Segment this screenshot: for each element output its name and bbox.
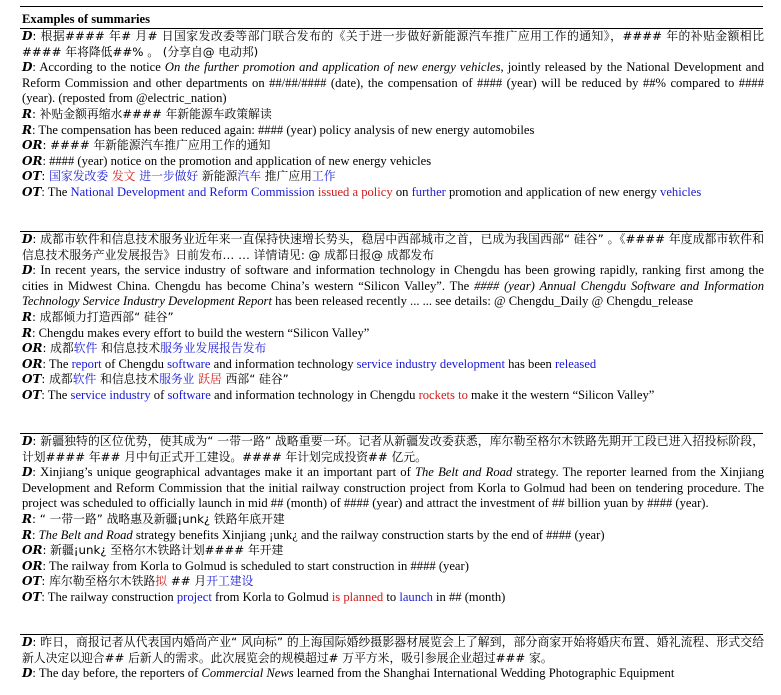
source-en: D: According to the notice On the further promotion and application of new energy vehicles, jointly released by the National Development and Reform Commission and other departments on ##/##/#### (date), the compensation of #### (year) will be reduced by ##% compared to #### (year). (reposted from @electric_nation): [22, 60, 764, 106]
summary-or-en: OR: #### (year) notice on the promotion and application of new energy vehicles: [22, 153, 432, 168]
summary-or-zh: OR: 成都软件 和信息技术服务业发展报告发布: [22, 341, 267, 356]
example-group-2: [22, 232, 764, 404]
reference-zh: R: 成都倾力打造西部“ 硅谷”: [22, 309, 174, 324]
reference-en: R: Chengdu makes every effort to build the western “Silicon Valley”: [22, 325, 370, 340]
reference-zh: R: 补贴金额再缩水#### 年新能源车政策解读: [22, 106, 272, 121]
table-caption: Examples of summaries: [22, 12, 151, 26]
summary-ot-zh: OT: 成都软件 和信息技术服务业 跃居 西部“ 硅谷”: [22, 372, 289, 387]
summary-or-en: OR: The railway from Korla to Golmud is scheduled to start construction in #### (year): [22, 558, 469, 573]
source-zh: D: 根据#### 年# 月# 日国家发改委等部门联合发布的《关于进一步做好新能源汽车推广应用工作的通知》，#### 年的补贴金额相比#### 年将降低##% 。 (分享自@ 电动邦): [22, 29, 764, 59]
example-group-4: [22, 635, 764, 682]
summary-ot-en: OT: The service industry of software and information technology in Chengdu rockets to make it the western “Silicon Valley”: [22, 387, 655, 402]
example-group-3: [22, 434, 764, 606]
summary-ot-zh: OT: 库尔勒至格尔木铁路拟 ## 月开工建设: [22, 574, 254, 589]
summary-or-zh: OR: #### 年新能源汽车推广应用工作的通知: [22, 138, 271, 153]
summary-or-en: OR: The report of Chengdu software and information technology service industry development has been released: [22, 356, 597, 371]
reference-en: R: The Belt and Road strategy benefits Xinjiang ¡unk¿ and the railway construction starts by the end of #### (year): [22, 527, 605, 542]
summary-ot-zh: OT: 国家发改委 发文 进一步做好 新能源汽车 推广应用工作: [22, 169, 336, 184]
source-zh: D: 成都市软件和信息技术服务业近年来一直保持快速增长势头，稳居中西部城市之首，已成为我国西部“ 硅谷” 。《#### 年度成都市软件和信息技术服务产业发展报告》日前发布… … 详情请见: @ 成都日报@ 成都发布: [22, 232, 764, 262]
source-en: D: Xinjiang’s unique geographical advantages make it an important part of The Belt and Road strategy. The reporter learned from the Xinjiang Development and Reform Commission that the initial railway construction project from Korla to Golmud had been on tendering procedure. The project was scheduled to officially launch in mid ## (month) of #### (year) and attract the investment of ## billion yuan by #### (year).: [22, 465, 764, 511]
summary-ot-en: OT: The National Development and Reform Commission issued a policy on further promotion and application of new energy vehicles: [22, 184, 702, 199]
reference-en: R: The compensation has been reduced again: #### (year) policy analysis of new energy automobiles: [22, 122, 535, 137]
top-rule: [20, 6, 763, 7]
summary-ot-en: OT: The railway construction project from Korla to Golmud is planned to launch in ## (month): [22, 589, 506, 604]
source-en: D: In recent years, the service industry of software and information technology in Chengdu has been growing rapidly, ranking first among the cities in Midwest China. Chengdu has become China’s western “Silicon Valley”. The #### (year) Annual Chengdu Software and Information Technology Service Industry Development Report has been released recently ... ... see details: @ Chengdu_Daily @ Chengdu_release: [22, 263, 765, 309]
reference-zh: R: “ 一带一路” 战略惠及新疆¡unk¿ 铁路年底开建: [22, 511, 285, 526]
summary-or-zh: OR: 新疆¡unk¿ 至格尔木铁路计划#### 年开建: [22, 543, 284, 558]
example-group-1: [22, 29, 764, 201]
source-en: D: The day before, the reporters of Commercial News learned from the Shanghai International Wedding Photographic Equipment: [22, 666, 675, 681]
source-zh: D: 昨日，商报记者从代表国内婚尚产业“ 风向标” 的上海国际婚纱摄影器材展览会上了解到，部分商家开始将婚庆布置、婚礼流程、形式交给新人决定以迎合## 后新人的需求。此次展览会的规模超过# 万平方米，吸引参展企业超过### 家。: [22, 635, 764, 665]
source-zh: D: 新疆独特的区位优势，使其成为“ 一带一路” 战略重要一环。记者从新疆发改委获悉，库尔勒至格尔木铁路先期开工段已进入招投标阶段，计划#### 年## 月中旬正式开工建设。#### 年计划完成投资## 亿元。: [22, 434, 764, 464]
